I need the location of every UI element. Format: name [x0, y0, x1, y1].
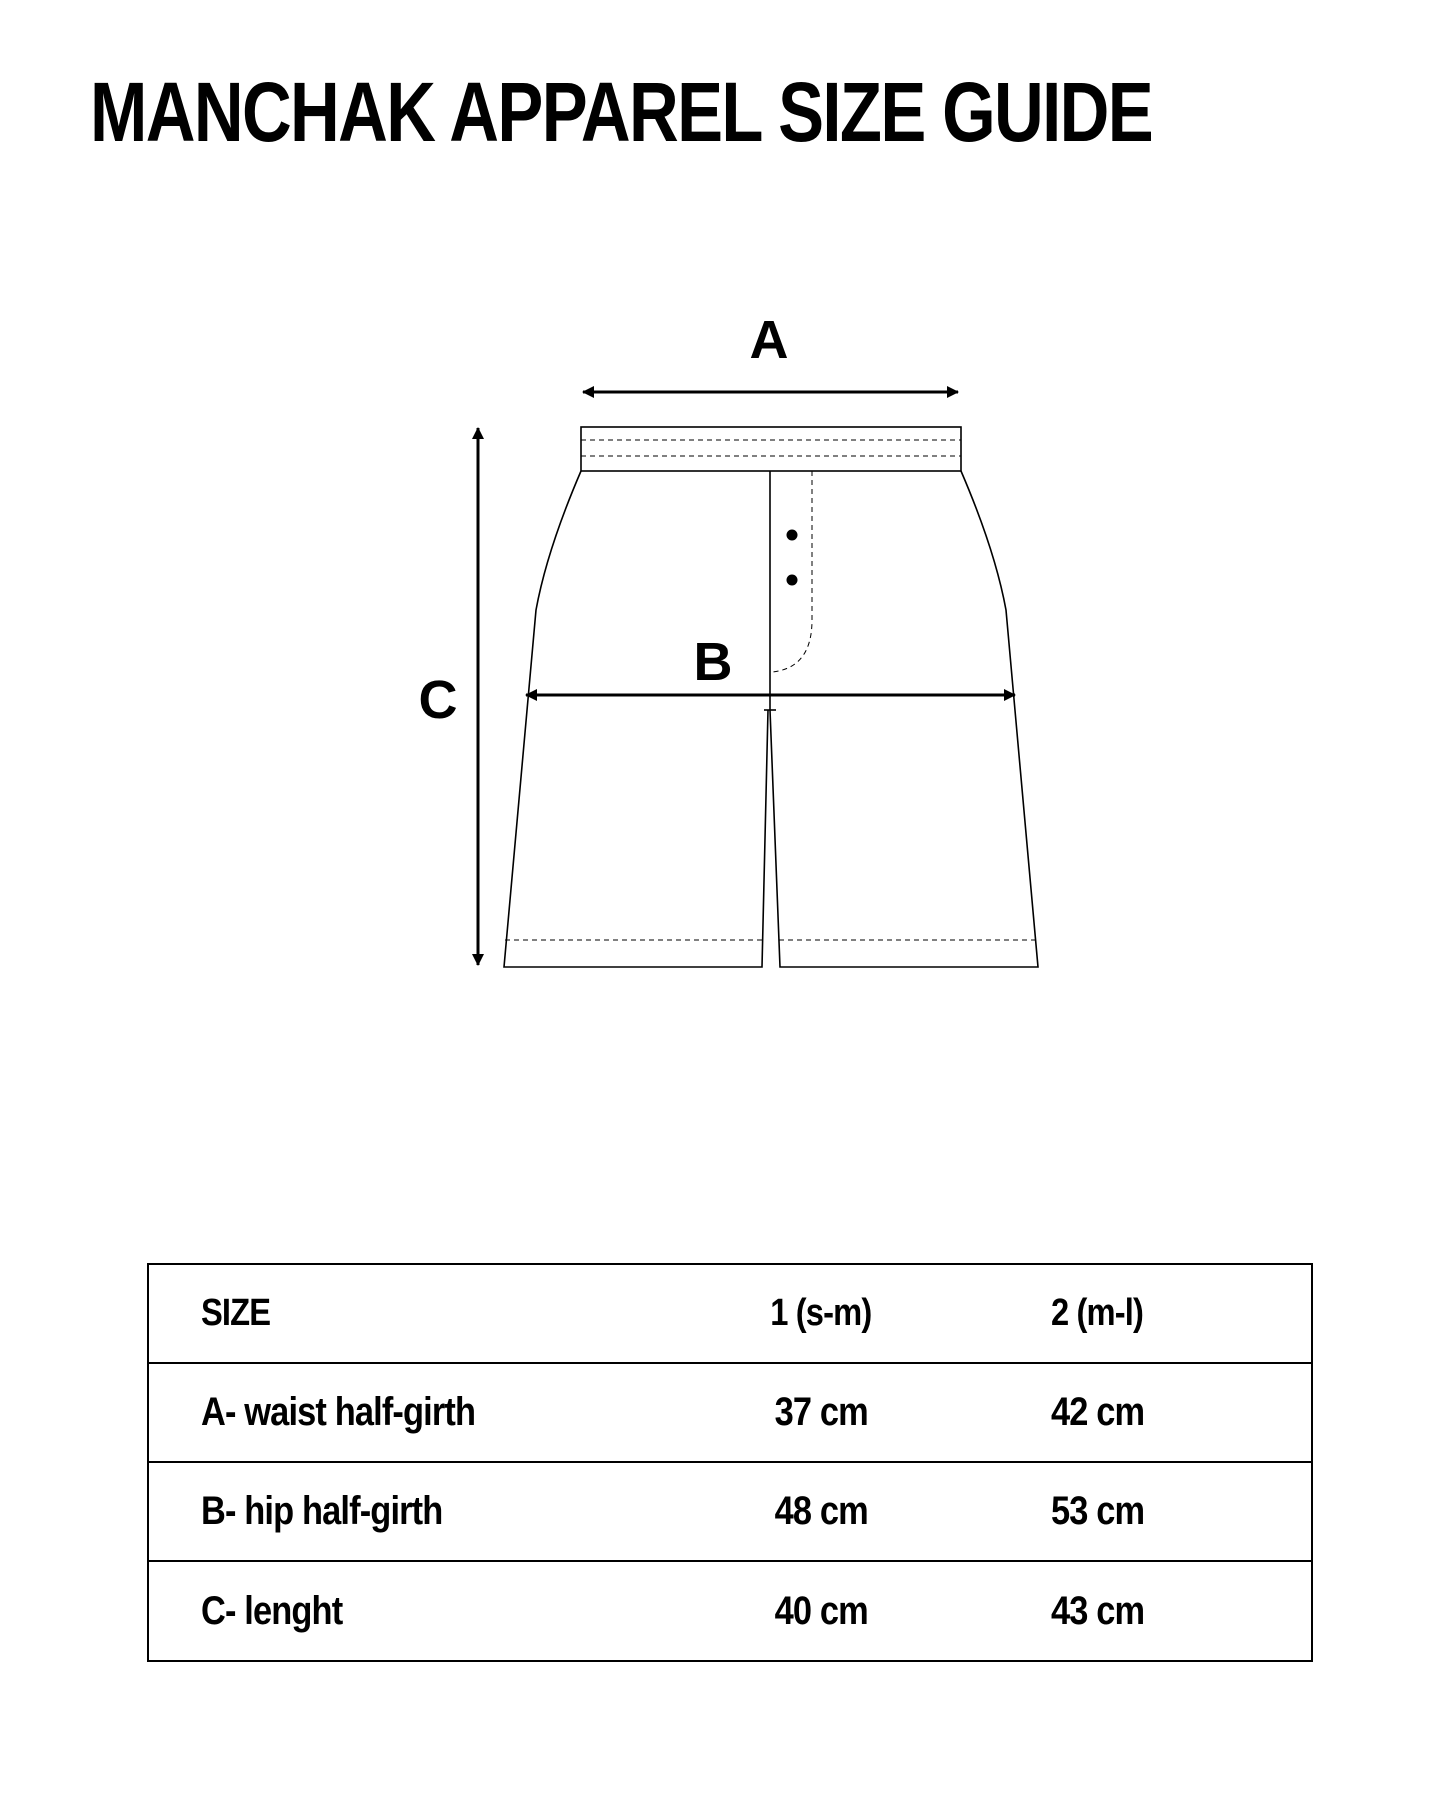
row-value-size-1: 40 cm	[774, 1588, 868, 1633]
row-value-size-2: 42 cm	[971, 1363, 1312, 1462]
row-value-size-1: 48 cm	[671, 1462, 971, 1561]
table-row	[148, 1462, 1312, 1561]
table-row	[148, 1561, 1312, 1661]
dimension-c-label: C	[418, 670, 458, 730]
right-leg-outline	[770, 471, 1038, 967]
dimension-b-label: B	[693, 632, 733, 692]
header-size-1: 1 (s-m)	[671, 1264, 971, 1363]
table-header-row	[148, 1264, 1312, 1363]
page-title: MANCHAK APPAREL SIZE GUIDE	[90, 65, 1153, 159]
dimension-a-label: A	[749, 310, 789, 370]
waistband	[581, 427, 961, 471]
fly-stitching	[772, 471, 812, 672]
row-value-size-2: 53 cm	[971, 1462, 1312, 1561]
row-label: B- hip half-girth	[148, 1462, 671, 1561]
left-leg-outline	[504, 471, 768, 967]
row-label: A- waist half-girth	[148, 1363, 671, 1462]
row-value-size-1: 37 cm	[671, 1363, 971, 1462]
row-value-size-2: 43 cm	[1051, 1588, 1145, 1633]
row-label: C- lenght	[201, 1588, 343, 1633]
shorts-outline	[504, 427, 1038, 967]
table-row	[148, 1363, 1312, 1462]
size-table	[147, 1263, 1313, 1662]
header-size-2: 2 (m-l)	[971, 1264, 1312, 1363]
header-size: SIZE	[148, 1264, 671, 1363]
button-bottom	[787, 575, 798, 586]
button-top	[787, 530, 798, 541]
